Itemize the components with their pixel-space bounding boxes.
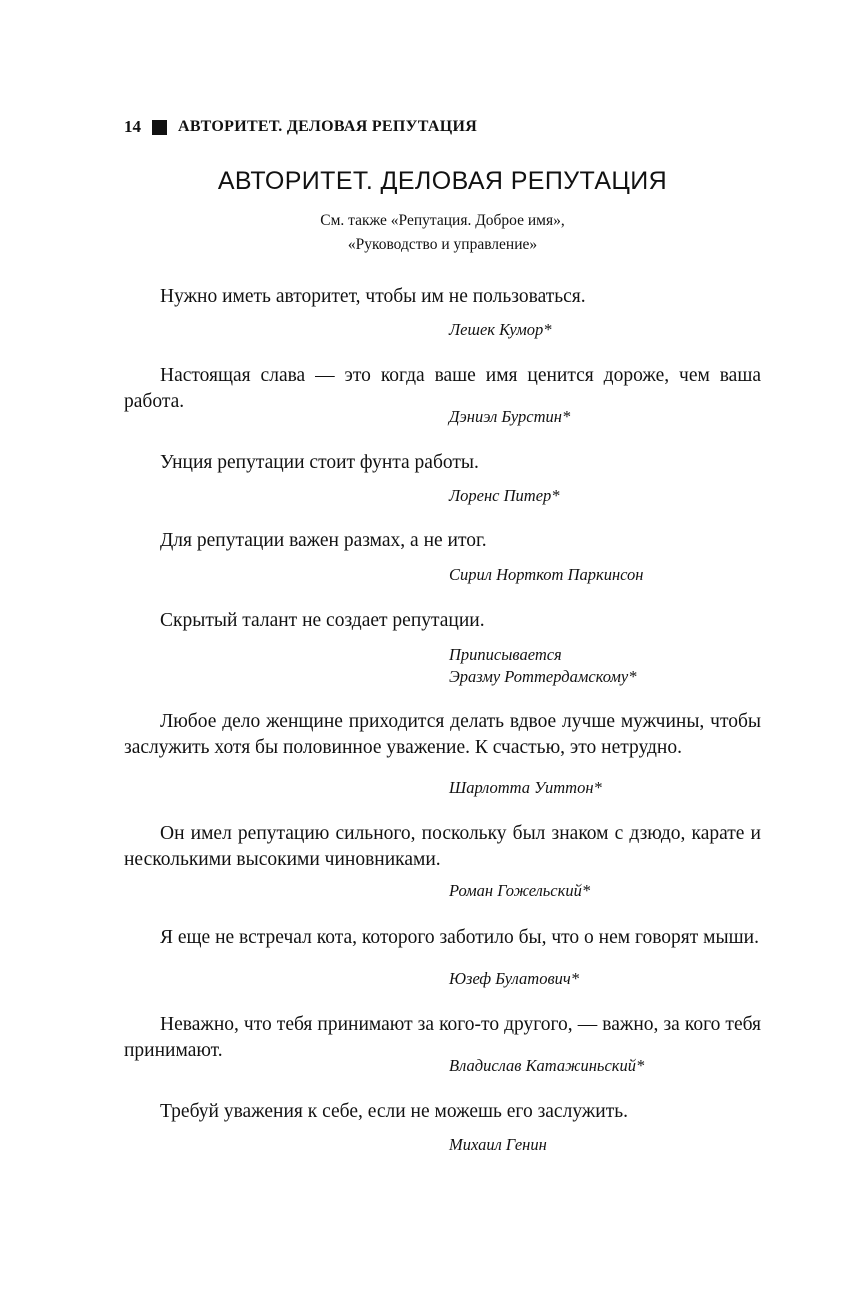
running-head xyxy=(124,114,477,140)
quote-author: Лешек Кумор* xyxy=(449,320,552,339)
see-also-line: См. также «Репутация. Доброе имя», xyxy=(320,212,565,229)
quote-text: Я еще не встречал кота, которого заботило бы, что о нем говорят мыши. xyxy=(160,927,759,948)
quote-author: Эразму Роттердамскому* xyxy=(449,667,637,686)
quote-text: Он имел репутацию сильного, поскольку был знаком с дзюдо, карате и несколькими высокими чиновниками. xyxy=(124,823,761,870)
quote-text: Требуй уважения к себе, если не можешь его заслужить. xyxy=(160,1101,629,1122)
quote-text: Скрытый талант не создает репутации. xyxy=(160,610,485,631)
see-also-line: «Руководство и управление» xyxy=(347,236,538,253)
section-title: АВТОРИТЕТ. ДЕЛОВАЯ РЕПУТАЦИЯ xyxy=(217,167,668,195)
quote-author: Владислав Катажиньский* xyxy=(449,1056,645,1075)
quote-text: Настоящая слава — это когда ваше имя ценится дороже, чем ваша работа. xyxy=(124,365,761,412)
see-also xyxy=(0,209,845,257)
page-number: 14 xyxy=(124,117,141,136)
quote-text: Неважно, что тебя принимают за кого-то другого, — важно, за кого тебя принимают. xyxy=(124,1014,761,1061)
quote-author: Роман Гожельский* xyxy=(449,881,591,900)
quote-author: Юзеф Булатович* xyxy=(449,969,579,988)
quote-author: Дэниэл Бурстин* xyxy=(449,407,571,426)
quote-author: Сирил Норткот Паркинсон xyxy=(449,565,644,584)
quote-author: Приписывается xyxy=(449,645,562,664)
quote-text: Унция репутации стоит фунта работы. xyxy=(160,452,479,473)
running-title: АВТОРИТЕТ. ДЕЛОВАЯ РЕПУТАЦИЯ xyxy=(178,118,478,135)
quote-text: Любое дело женщине приходится делать вдвое лучше мужчины, чтобы заслужить хотя бы половинное уважение. К счастью, это нетрудно. xyxy=(124,711,761,758)
quote-author: Михаил Генин xyxy=(449,1135,547,1154)
quote-author: Шарлотта Уиттон* xyxy=(449,778,602,797)
quote-author: Лоренс Питер* xyxy=(449,486,560,505)
black-square-icon xyxy=(152,120,167,135)
quote-text: Для репутации важен размах, а не итог. xyxy=(160,530,487,551)
quote-text: Нужно иметь авторитет, чтобы им не пользоваться. xyxy=(160,286,586,307)
